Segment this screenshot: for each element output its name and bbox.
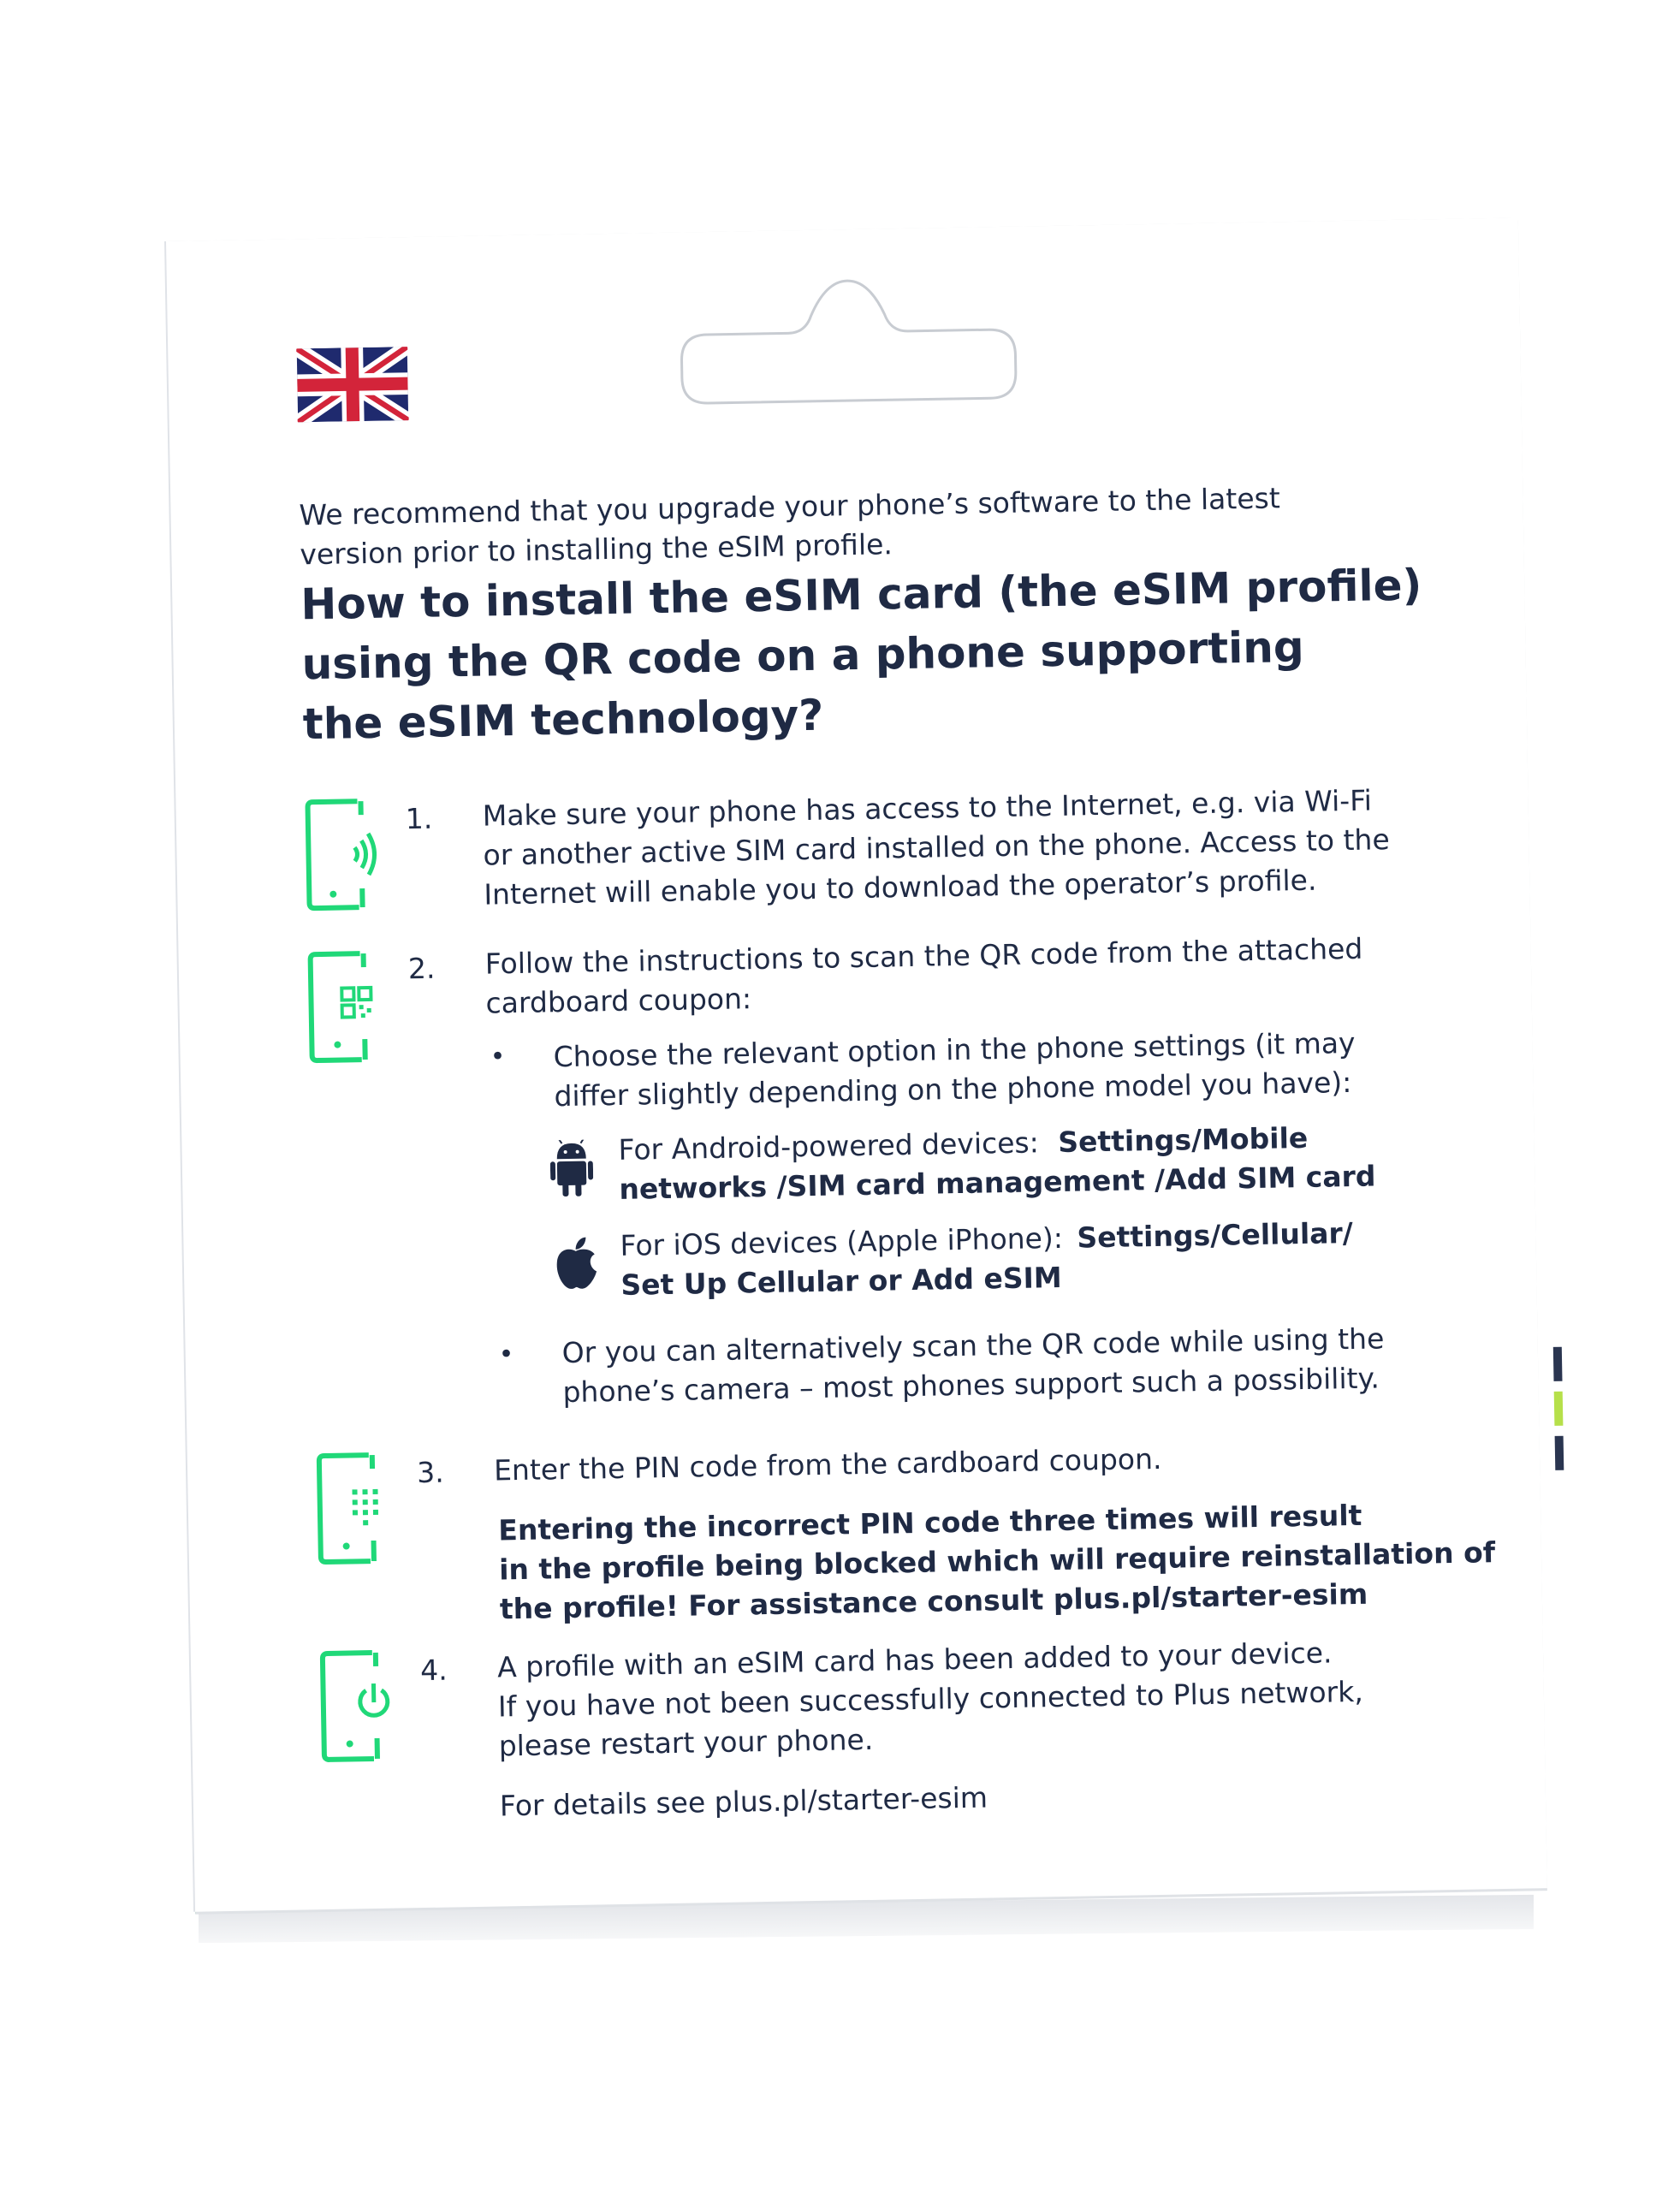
bullet-line: phone’s camera – most phones support such a possibility. [562, 1361, 1380, 1410]
bullet-marker: • [498, 1339, 514, 1370]
step-line: Make sure your phone has access to the Internet, e.g. via Wi-Fi [482, 783, 1373, 833]
phone-power-icon [319, 1646, 398, 1767]
bullet-line: differ slightly depending on the phone model you have): [554, 1065, 1352, 1113]
intro-line: We recommend that you upgrade your phone’s software to the latest [299, 481, 1281, 532]
ios-path-1: Settings/Cellular/ [1077, 1215, 1354, 1255]
step-number: 1. [405, 801, 433, 836]
android-path-2: networks /SIM card management /Add SIM card [619, 1159, 1376, 1206]
step-number: 4. [419, 1653, 448, 1688]
step-number: 2. [407, 951, 436, 986]
uk-flag-icon [296, 347, 408, 422]
step-3-text [494, 1434, 1479, 1490]
step-line: cardboard coupon: [485, 982, 752, 1020]
step-4-text [497, 1630, 1483, 1766]
step-line: please restart your phone. [498, 1722, 874, 1763]
step-number: 3. [416, 1455, 444, 1490]
apple-icon [551, 1235, 600, 1292]
phone-keypad-icon [316, 1448, 395, 1570]
bullet-2-text [561, 1318, 1461, 1412]
phone-wifi-icon [304, 794, 383, 916]
title-line: using the QR code on a phone supporting [301, 621, 1305, 690]
edge-color-marks [1553, 1347, 1564, 1481]
warning-line: Entering the incorrect PIN code three times will result [498, 1498, 1362, 1547]
edge-mark [1555, 1436, 1564, 1470]
packaging-card [166, 217, 1547, 1911]
step-line: If you have not been successfully connected to Plus network, [497, 1674, 1364, 1724]
warning-line: in the profile being blocked which will require reinstallation of [498, 1535, 1496, 1587]
title-line: the eSIM technology? [302, 690, 824, 750]
phone-qr-icon [306, 947, 385, 1068]
android-text [618, 1115, 1475, 1208]
details-link-text: For details see plus.pl/starter-esim [499, 1780, 988, 1823]
bullet-line: Or you can alternatively scan the QR code while using the [561, 1321, 1385, 1370]
step-line: Internet will enable you to download the operator’s profile. [484, 863, 1317, 911]
pin-warning [498, 1493, 1527, 1630]
bullet-1-text [553, 1022, 1452, 1116]
hanger-hole [672, 270, 1025, 413]
edge-mark [1554, 1392, 1564, 1426]
step-line: Enter the PIN code from the cardboard coupon. [493, 1441, 1162, 1487]
android-icon [549, 1139, 593, 1200]
step-2-text [484, 928, 1469, 1024]
step-1-text [482, 780, 1468, 915]
page-title [300, 554, 1501, 754]
android-path-1: Settings/Mobile [1057, 1120, 1309, 1159]
step-line: or another active SIM card installed on the phone. Access to the [483, 822, 1391, 872]
bullet-marker: • [490, 1042, 506, 1072]
ios-prefix: For iOS devices (Apple iPhone): [620, 1220, 1064, 1262]
android-prefix: For Android-powered devices: [618, 1125, 1040, 1167]
step-line: A profile with an eSIM card has been added to your device. [496, 1636, 1333, 1684]
ios-path-2: Set Up Cellular or Add eSIM [620, 1260, 1062, 1302]
ios-text [620, 1211, 1476, 1304]
edge-mark [1553, 1347, 1563, 1381]
warning-line: the profile! For assistance consult plus.pl/starter-esim [499, 1576, 1368, 1626]
bullet-line: Choose the relevant option in the phone settings (it may [553, 1025, 1356, 1074]
step-line: Follow the instructions to scan the QR code from the attached [484, 931, 1363, 981]
title-line: How to install the eSIM card (the eSIM profile) [300, 560, 1422, 630]
intro-line: version prior to installing the eSIM profile. [300, 527, 893, 572]
